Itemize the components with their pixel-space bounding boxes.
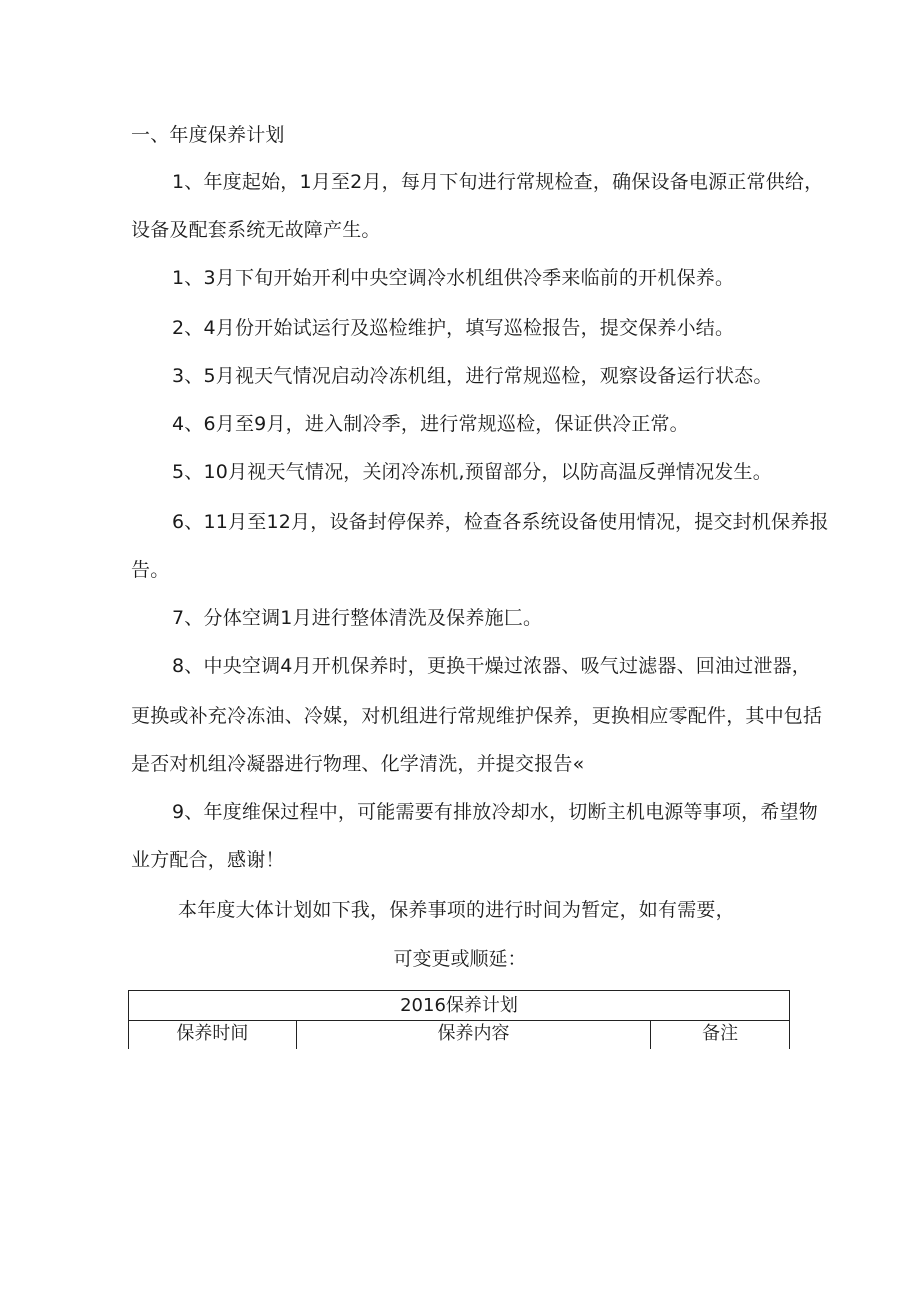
item-6-line-1: 5、10月视天气情况，关闭冷冻机,预留部分，以防高温反弹情况发生。: [172, 461, 772, 483]
item-9-line-1: 8、中央空调4月开机保养时，更换干燥过浓器、吸气过滤器、回油过泄器，: [172, 655, 811, 677]
table-title: 2016保养计划: [129, 991, 790, 1021]
item-7-line-1: 6、11月至12月，设备封停保养，检查各系统设备使用情况，提交封机保养报: [172, 511, 829, 533]
item-10-line-2: 业方配合，感谢！: [131, 849, 285, 871]
item-9-line-3: 是否对机组冷凝器进行物理、化学清洗，并提交报告«: [131, 753, 585, 775]
item-7-line-2: 告。: [131, 559, 170, 581]
item-4-line-1: 3、5月视天气情况启动冷冻机组，进行常规巡检，观察设备运行状态。: [172, 365, 773, 387]
header-remarks: 备注: [651, 1021, 790, 1050]
header-maintenance-content: 保养内容: [296, 1021, 650, 1050]
table-title-row: [129, 991, 790, 1021]
item-1-line-2: 设备及配套系统无故障产生。: [131, 219, 381, 241]
maintenance-plan-table: [128, 990, 790, 1049]
section-title: 一、年度保养计划: [131, 124, 285, 146]
item-5-line-1: 4、6月至9月，进入制冷季，进行常规巡检，保证供冷正常。: [172, 413, 689, 435]
item-10-line-1: 9、年度维保过程中，可能需要有排放冷却水，切断主机电源等事项，希望物: [172, 801, 818, 823]
item-9-line-2: 更换或补充冷冻油、冷媒，对机组进行常规维护保养，更换相应零配件，其中包括: [131, 705, 823, 727]
header-maintenance-time: 保养时间: [129, 1021, 297, 1050]
table-header-row: [129, 1021, 790, 1050]
item-3-line-1: 2、4月份开始试运行及巡检维护，填写巡检报告，提交保养小结。: [172, 317, 735, 339]
item-8-line-1: 7、分体空调1月进行整体清洗及保养施匚。: [172, 607, 543, 629]
item-2-line-1: 1、3月下旬开始开利中央空调冷水机组供冷季来临前的开机保养。: [172, 267, 735, 289]
item-1-line-1: 1、年度起始，1月至2月，每月下旬进行常规检查，确保设备电源正常供给，: [172, 171, 824, 193]
closing-line-1: 本年度大体计划如下我，保养事项的进行时间为暂定，如有需要，: [178, 899, 735, 921]
closing-line-2: 可变更或顺延：: [393, 948, 527, 970]
